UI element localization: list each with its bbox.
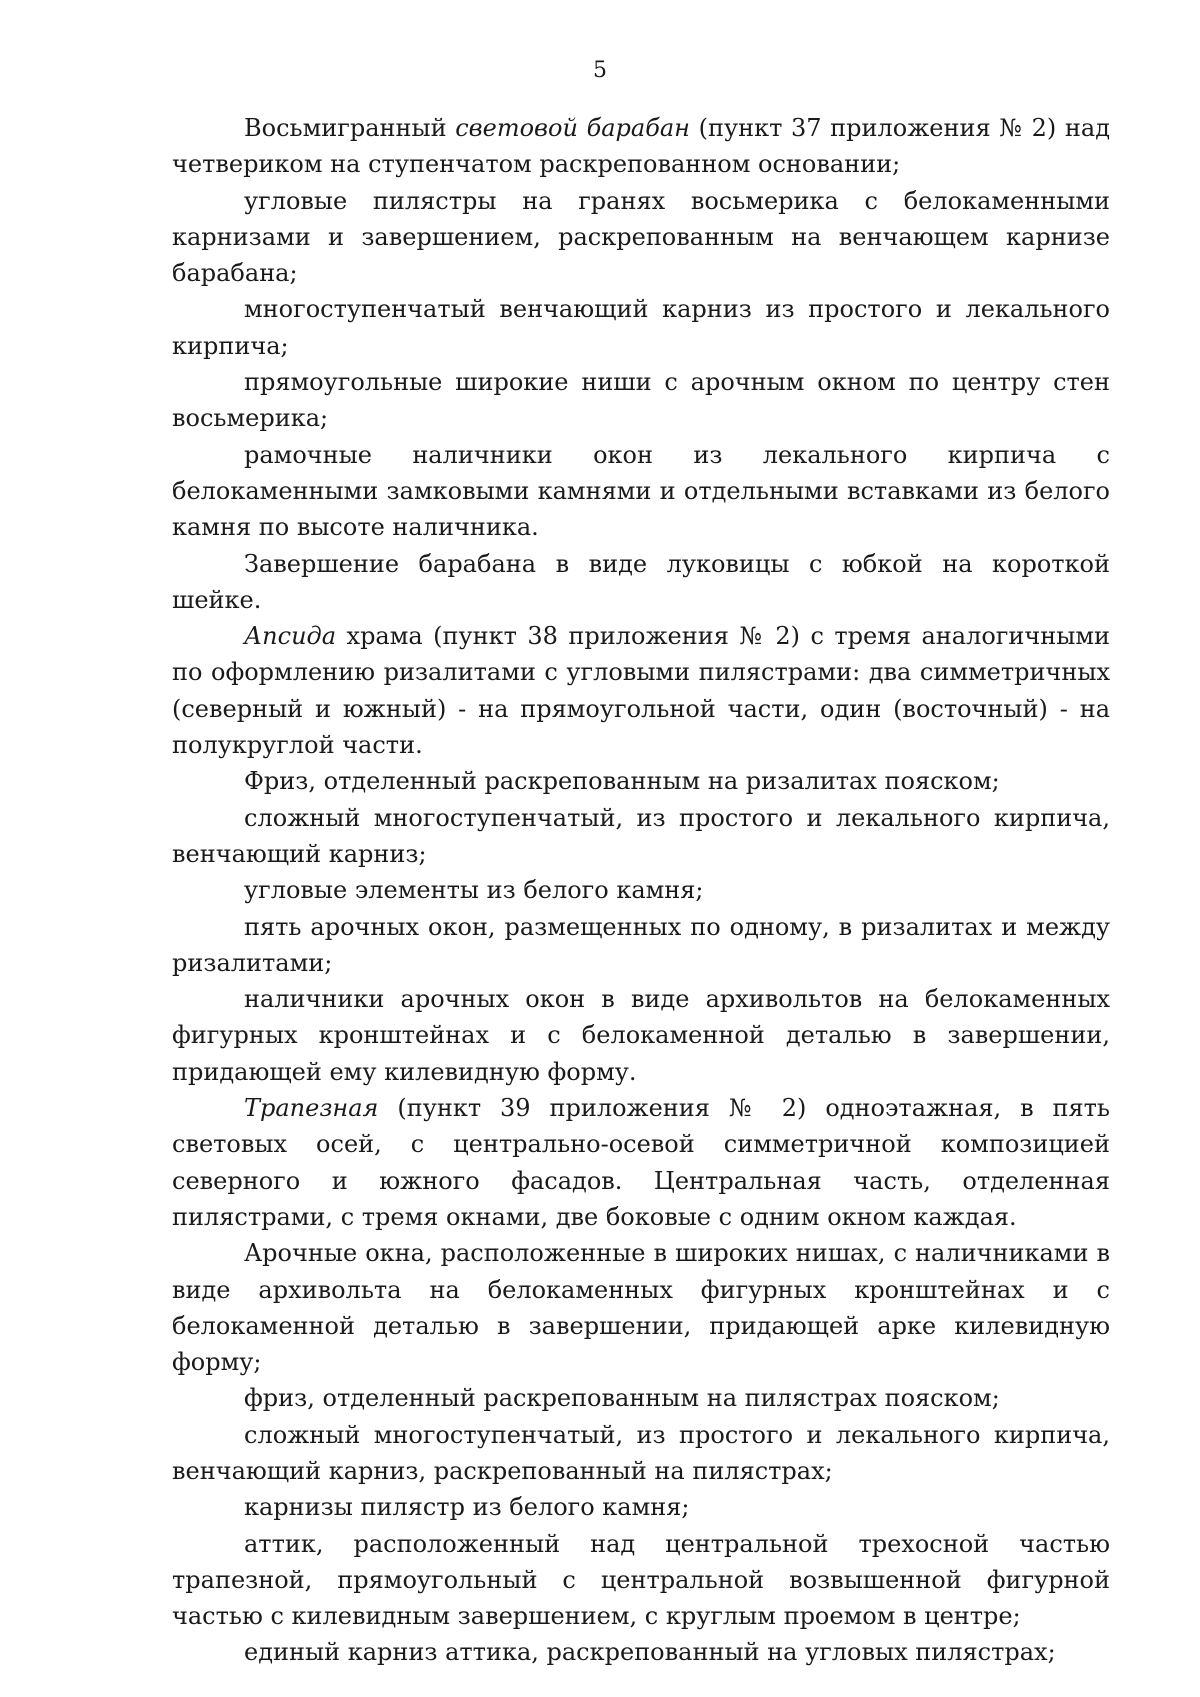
document-body (172, 110, 1110, 1671)
paragraph: карнизы пилястр из белого камня; (244, 1493, 690, 1522)
paragraph: фриз, отделенный раскрепованным на пилястрах пояском; (244, 1384, 1000, 1413)
italic-term: световой барабан (455, 114, 690, 142)
paragraph-text: (пункт 39 приложения № 2) одноэтажная, в пять световых осей, с центрально-осевой симметричной композицией северного и южного фасадов. Центральная часть, отделенная пилястрами, с тремя окнами, две боковые с одним окном каждая. (172, 1094, 1110, 1231)
paragraph: Фриз, отделенный раскрепованным на ризалитах пояском; (244, 767, 1000, 796)
paragraph-text: храма (пункт 38 приложения № 2) с тремя аналогичными по оформлению ризалитами с угловыми пилястрами: два симметричных (северный и южный) - на прямоугольной части, один (восточный) - на полукруглой части. (172, 622, 1110, 760)
paragraph: наличники арочных окон в виде архивольтов на белокаменных фигурных кронштейнах и с белокаменной деталью в завершении, придающей ему килевидную форму. (172, 985, 1110, 1086)
paragraph: рамочные наличники окон из лекального кирпича с белокаменными замковыми камнями и отдельными вставками из белого камня по высоте наличника. (172, 440, 1110, 542)
paragraph: аттик, расположенный над центральной трехосной частью трапезной, прямоугольный с центральной возвышенной фигурной частью с килевидным завершением, с круглым проемом в центре; (172, 1529, 1110, 1631)
paragraph: угловые элементы из белого камня; (244, 876, 704, 905)
paragraph: многоступенчатый венчающий карниз из простого и лекального кирпича; (172, 295, 1110, 360)
paragraph: прямоугольные широкие ниши с арочным окном по центру стен восьмерика; (172, 368, 1110, 433)
paragraph: угловые пилястры на гранях восьмерика с белокаменными карнизами и завершением, раскрепованным на венчающем карнизе барабана; (172, 186, 1110, 288)
italic-term: Апсида (244, 622, 337, 651)
paragraph: единый карниз аттика, раскрепованный на угловых пилястрах; (244, 1638, 1056, 1667)
italic-term: Трапезная (244, 1094, 379, 1123)
paragraph: сложный многоступенчатый, из простого и лекального кирпича, венчающий карниз; (172, 803, 1110, 868)
paragraph: Арочные окна, расположенные в широких нишах, с наличниками в виде архивольта на белокаменных фигурных кронштейнах и с белокаменной деталью в завершении, придающей арке килевидную форму; (172, 1239, 1110, 1377)
paragraph-text: (пункт 37 приложения № 2) над четвериком на ступенчатом раскрепованном основании; (172, 114, 1110, 179)
paragraph-apse (172, 618, 1110, 763)
paragraph: пять арочных окон, размещенных по одному, в ризалитах и между ризалитами; (172, 912, 1110, 977)
paragraph: сложный многоступенчатый, из простого и лекального кирпича, венчающий карниз, раскрепованный на пилястрах; (172, 1420, 1110, 1485)
paragraph-refectory (172, 1090, 1110, 1235)
page-number: 5 (593, 58, 607, 83)
paragraph: Завершение барабана в виде луковицы с юбкой на короткой шейке. (172, 549, 1110, 614)
paragraph-lead: Восьмигранный (244, 114, 456, 142)
paragraph-light-drum (172, 110, 1110, 183)
